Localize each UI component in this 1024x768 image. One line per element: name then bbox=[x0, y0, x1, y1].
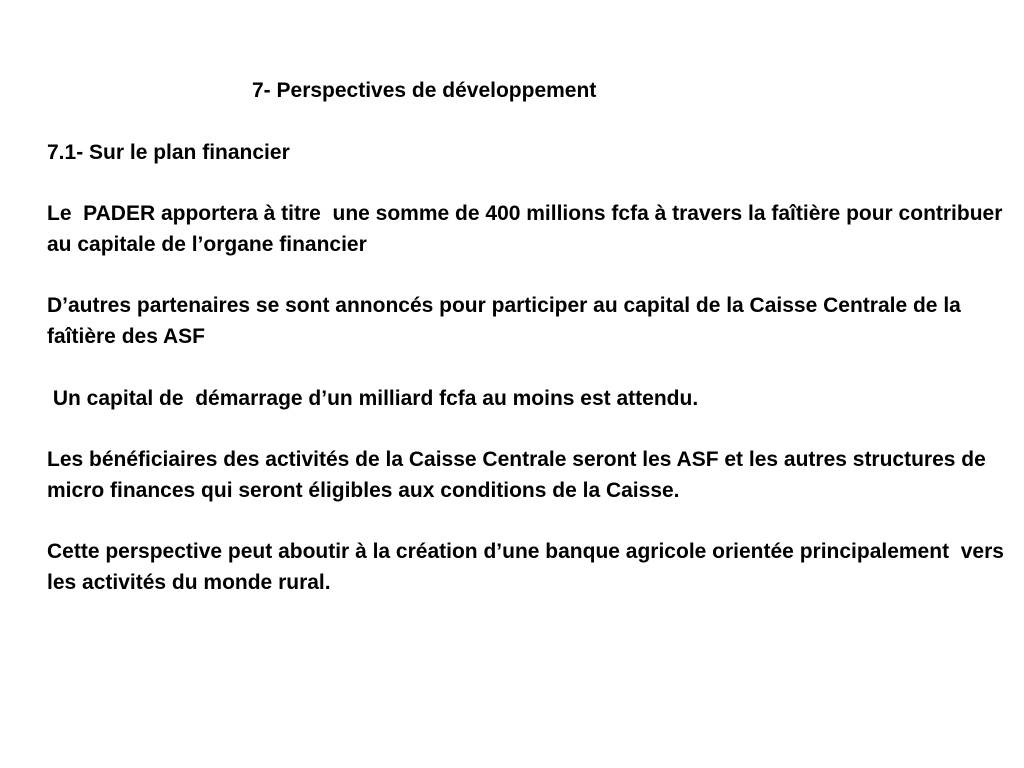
paragraph-starting-capital: Un capital de démarrage d’un milliard fcfa au moins est attendu. bbox=[47, 386, 699, 410]
paragraph-beneficiaries: Les bénéficiaires des activités de la Caisse Centrale seront les ASF et les autres structures de micro finances qui seront éligibles aux conditions de la Caisse. bbox=[47, 447, 992, 502]
paragraph-pader-contribution: Le PADER apportera à titre une somme de 400 millions fcfa à travers la faîtière pour contribuer au capitale de l’organe financier bbox=[47, 202, 1009, 257]
slide-body bbox=[47, 138, 1010, 598]
paragraph-agricultural-bank: Cette perspective peut aboutir à la création d’une banque agricole orientée principalement vers les activités du monde rural. bbox=[47, 540, 1010, 594]
slide-title: 7- Perspectives de développement bbox=[252, 79, 597, 102]
section-heading: 7.1- Sur le plan financier bbox=[47, 141, 290, 164]
paragraph-other-partners: D’autres partenaires se sont annoncés pour participer au capital de la Caisse Centrale de la faîtière des ASF bbox=[47, 294, 967, 349]
